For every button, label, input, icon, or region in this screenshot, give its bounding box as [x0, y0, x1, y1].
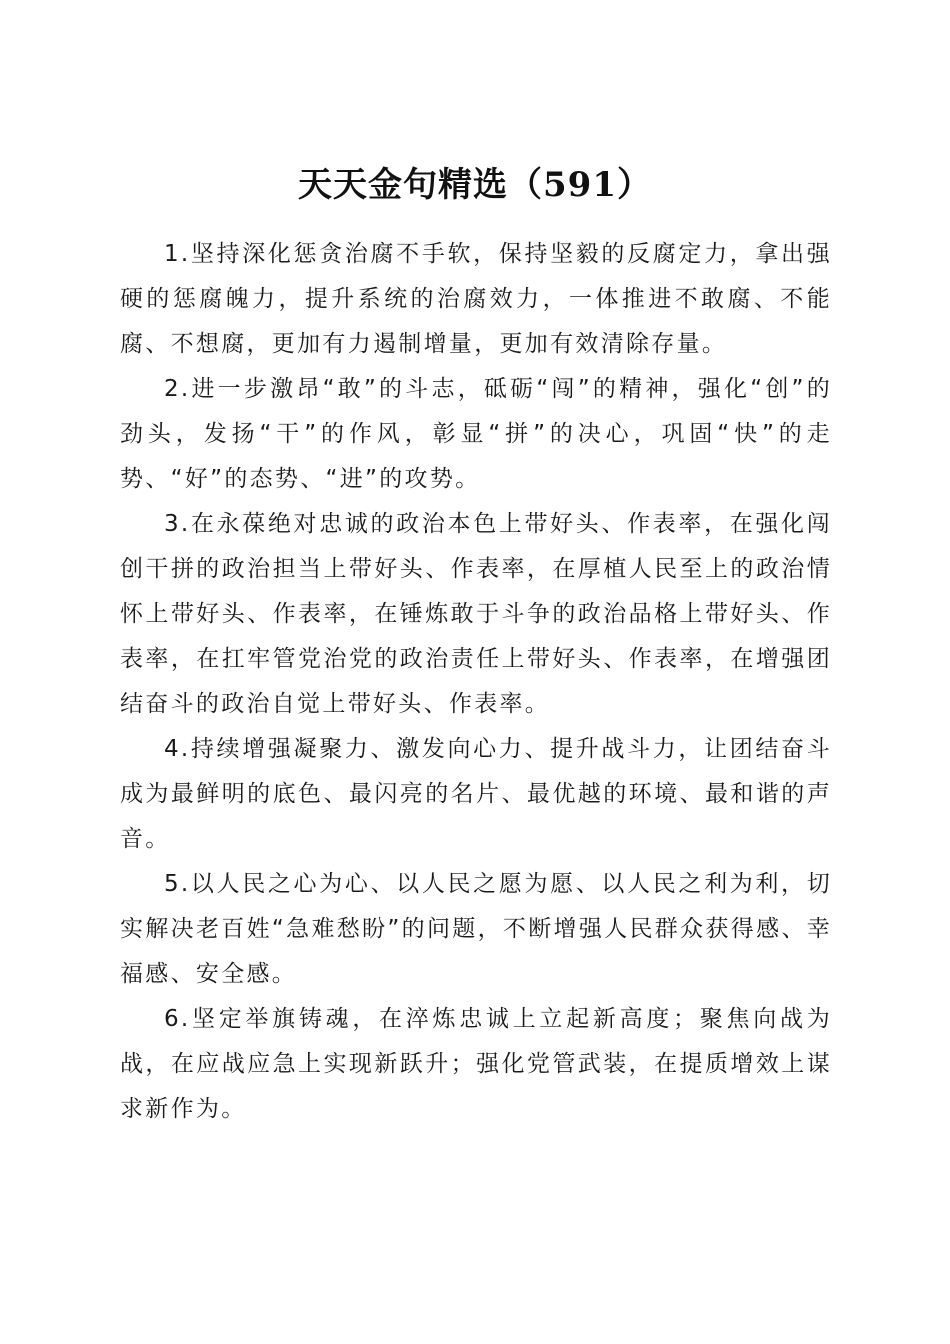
paragraph-1: 1.坚持深化惩贪治腐不手软，保持坚毅的反腐定力，拿出强硬的惩腐魄力，提升系统的治腐效力，一体推进不敢腐、不能腐、不想腐，更加有力遏制增量，更加有效清除存量。 [120, 241, 832, 357]
paragraph-2: 2.进一步激昂“敢”的斗志，砥砺“闯”的精神，强化“创”的劲头，发扬“干”的作风，彰显“拼”的决心，巩固“快”的走势、“好”的态势、“进”的攻势。 [120, 376, 832, 492]
document-body [120, 232, 832, 1132]
document-title: 天天金句精选（591） [298, 164, 652, 205]
paragraph-3: 3.在永葆绝对忠诚的政治本色上带好头、作表率，在强化闯创干拼的政治担当上带好头、作表率，在厚植人民至上的政治情怀上带好头、作表率，在锤炼敢于斗争的政治品格上带好头、作表率，在扛牢管党治党的政治责任上带好头、作表率，在增强团结奋斗的政治自觉上带好头、作表率。 [120, 511, 832, 717]
paragraph-6: 6.坚定举旗铸魂，在淬炼忠诚上立起新高度；聚焦向战为战，在应战应急上实现新跃升；强化党管武装，在提质增效上谋求新作为。 [120, 1006, 832, 1122]
paragraph-5: 5.以人民之心为心、以人民之愿为愿、以人民之利为利，切实解决老百姓“急难愁盼”的问题，不断增强人民群众获得感、幸福感、安全感。 [120, 871, 832, 987]
paragraph-4: 4.持续增强凝聚力、激发向心力、提升战斗力，让团结奋斗成为最鲜明的底色、最闪亮的名片、最优越的环境、最和谐的声音。 [120, 736, 832, 852]
